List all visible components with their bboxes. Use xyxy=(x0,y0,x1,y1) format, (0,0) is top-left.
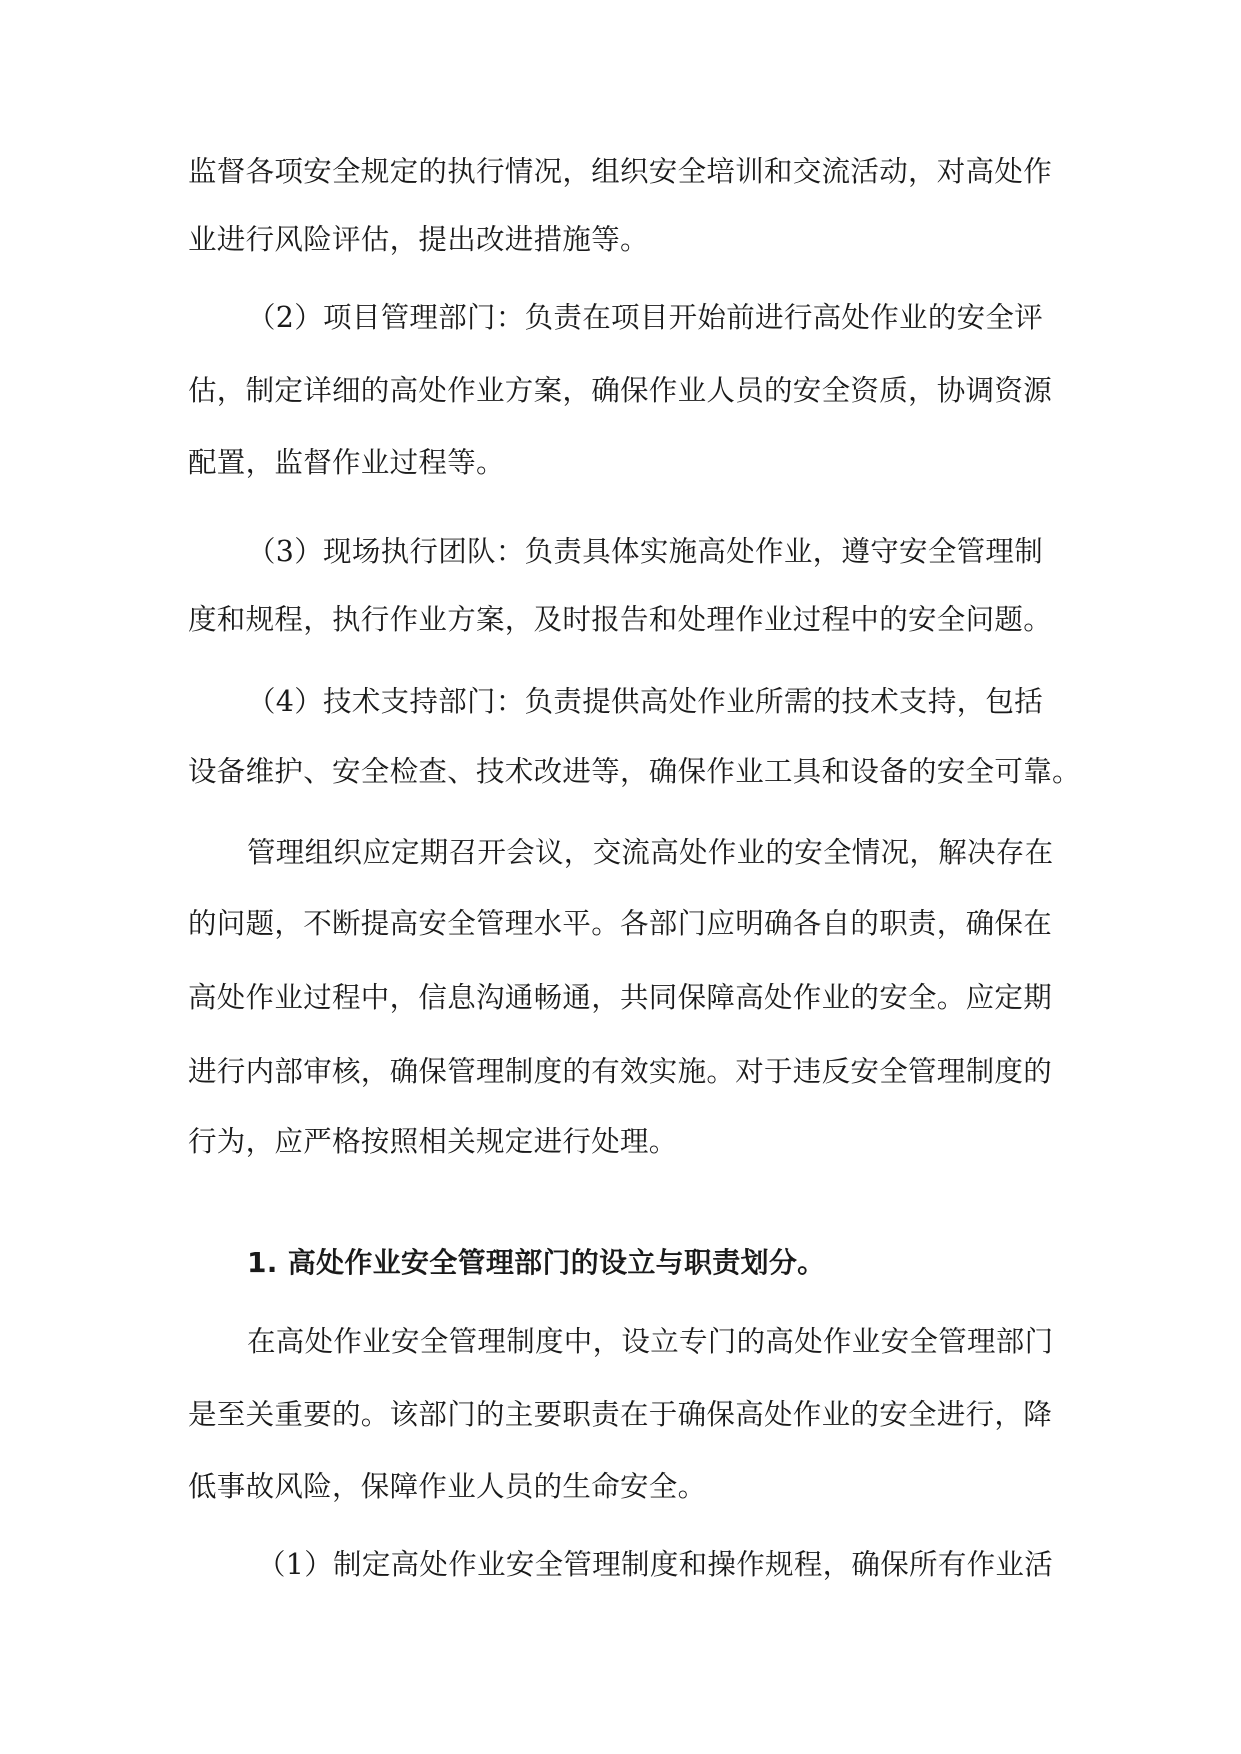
text-line: 度和规程，执行作业方案，及时报告和处理作业过程中的安全问题。 xyxy=(188,603,1053,636)
text-line: 配置，监督作业过程等。 xyxy=(188,446,505,479)
text-line: 进行内部审核，确保管理制度的有效实施。对于违反安全管理制度的 xyxy=(188,1055,1053,1088)
text-line: 监督各项安全规定的执行情况，组织安全培训和交流活动，对高处作 xyxy=(188,155,1053,188)
text-line: 行为，应严格按照相关规定进行处理。 xyxy=(188,1125,678,1158)
text-line: （3）现场执行团队：负责具体实施高处作业，遵守安全管理制 xyxy=(247,535,1044,568)
text-line: 估，制定详细的高处作业方案，确保作业人员的安全资质，协调资源 xyxy=(188,374,1053,407)
text-line: 设备维护、安全检查、技术改进等，确保作业工具和设备的安全可靠。 xyxy=(188,755,1081,788)
section-heading: 1. 高处作业安全管理部门的设立与职责划分。 xyxy=(247,1246,826,1279)
text-line: 是至关重要的。该部门的主要职责在于确保高处作业的安全进行，降 xyxy=(188,1398,1053,1431)
text-line: （1）制定高处作业安全管理制度和操作规程，确保所有作业活 xyxy=(257,1548,1054,1581)
text-line: 管理组织应定期召开会议，交流高处作业的安全情况，解决存在 xyxy=(247,836,1054,869)
text-line: （4）技术支持部门：负责提供高处作业所需的技术支持，包括 xyxy=(247,685,1044,718)
text-line: 的问题，不断提高安全管理水平。各部门应明确各自的职责，确保在 xyxy=(188,907,1053,940)
text-line: 业进行风险评估，提出改进措施等。 xyxy=(188,223,649,256)
text-line: 在高处作业安全管理制度中，设立专门的高处作业安全管理部门 xyxy=(247,1325,1054,1358)
text-line: 低事故风险，保障作业人员的生命安全。 xyxy=(188,1470,707,1503)
text-line: （2）项目管理部门：负责在项目开始前进行高处作业的安全评 xyxy=(247,301,1044,334)
text-line: 高处作业过程中，信息沟通畅通，共同保障高处作业的安全。应定期 xyxy=(188,981,1053,1014)
